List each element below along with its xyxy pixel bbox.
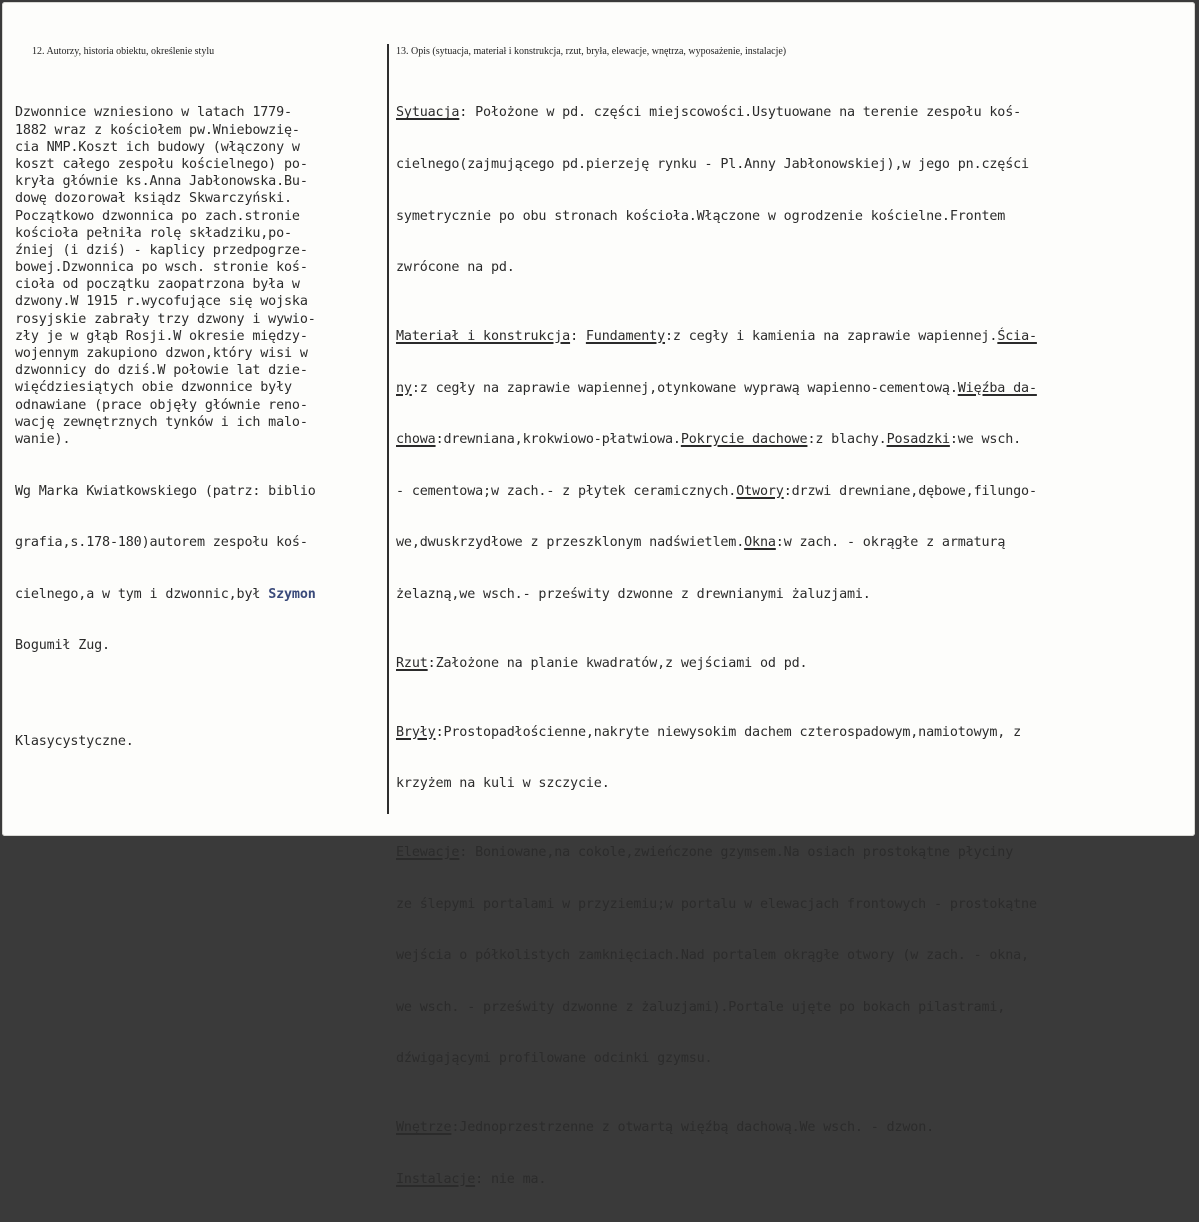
style-text: Klasycystyczne. xyxy=(15,734,134,750)
history-line: cioła od początku zaopatrzona była w xyxy=(15,277,300,293)
material-label: Materiał i konstrukcja xyxy=(396,328,571,344)
history-line: bowej.Dzwonnica po wsch. stronie koś- xyxy=(15,260,308,276)
material-line: chowa:drewniana,krokwiowo-płatwiowa.Pokrycie dachowe:z blachy.Posadzki:we wsch. xyxy=(396,432,1022,448)
rzut-label: Rzut xyxy=(396,655,428,671)
bryly-line: Bryły:Prostopadłościenne,nakryte niewysokim dachem czterospadowym,namiotowym, z xyxy=(396,724,1022,740)
bryly-line: krzyżem na kuli w szczycie. xyxy=(396,776,610,792)
sytuacja-line: zwrócone na pd. xyxy=(396,260,515,276)
elewacje-line: dźwigającymi profilowane odcinki gzymsu. xyxy=(396,1051,713,1067)
history-line: odnawiane (prace objęły głównie reno- xyxy=(15,397,308,413)
elewacje-line: Elewacje: Boniowane,na cokole,zwieńczone gzymsem.Na osiach prostokątne płyciny xyxy=(396,844,1014,860)
material-line: żelazną,we wsch.- prześwity dzwonne z drewnianymi żaluzjami. xyxy=(396,586,871,602)
record-card xyxy=(2,2,1195,1187)
wnetrze-line: Wnętrze:Jednoprzestrzenne z otwartą więźbą dachową.We wsch. - dzwon. xyxy=(396,1120,935,1136)
history-line: rosyjskie zabrały trzy dzwony i wywio- xyxy=(15,311,316,327)
history-line: wanie). xyxy=(15,431,71,447)
okna-label: Okna xyxy=(744,535,776,551)
history-line: źniej (i dziś) - kaplicy przedpogrze- xyxy=(15,242,308,258)
history-column xyxy=(15,70,387,785)
history-line: Początkowo dzwonnica po zach.stronie xyxy=(15,208,300,224)
history-line: koszt całego zespołu kościelnego) po- xyxy=(15,156,308,172)
elewacje-label: Elewacje xyxy=(396,844,460,860)
author-line: Wg Marka Kwiatkowskiego (patrz: biblio xyxy=(15,483,316,499)
material-line: Materiał i konstrukcja: Fundamenty:z cegły i kamienia na zaprawie wapiennej.Ścia- xyxy=(396,328,1037,344)
sytuacja-label: Sytuacja xyxy=(396,105,460,121)
elewacje-line: we wsch. - prześwity dzwonne z żaluzjami).Portale ujęte po bokach pilastrami, xyxy=(396,999,1006,1015)
elewacje-line: wejścia o półkolistych zamknięciach.Nad portalem okrągłe otwory (w zach. - okna, xyxy=(396,948,1029,964)
instalacje-label: Instalacje xyxy=(396,1171,476,1187)
otwory-label: Otwory xyxy=(736,483,784,499)
history-line: Dzwonnice wzniesiono w latach 1779- xyxy=(15,105,292,121)
rzut-line: Rzut:Założone na planie kwadratów,z wejściami od pd. xyxy=(396,655,808,671)
history-line: zły je w głąb Rosji.W okresie między- xyxy=(15,328,308,344)
author-line: grafia,s.178-180)autorem zespołu koś- xyxy=(15,535,308,551)
history-line: dzwonnicy do dziś.W połowie lat dzie- xyxy=(15,363,308,379)
elewacje-line: ze ślepymi portalami w przyziemiu;w portalu w elewacjach frontowych - prostokątne xyxy=(396,896,1037,912)
posadzki-label: Posadzki xyxy=(886,432,950,448)
sytuacja-line: cielnego(zajmującego pd.pierzeję rynku - Pl.Anny Jabłonowskiej),w jego pn.części xyxy=(396,157,1029,172)
wiezba-label: Więźba da- xyxy=(957,380,1037,396)
material-line: we,dwuskrzydłowe z przeszklonym nadświetlem.Okna:w zach. - okrągłe z armaturą xyxy=(396,535,1006,551)
history-line: dzwony.W 1915 r.wycofujące się wojska xyxy=(15,294,308,310)
history-line: kryła głównie ks.Anna Jabłonowska.Bu- xyxy=(15,174,308,190)
author-line: cielnego,a w tym i dzwonnic,był Szymon xyxy=(15,586,316,602)
sytuacja-line: Sytuacja: Położone w pd. części miejscowości.Usytuowane na terenie zespołu koś- xyxy=(396,105,1022,121)
wnetrze-label: Wnętrze xyxy=(396,1120,452,1136)
sciany-label: Ścia- xyxy=(997,328,1037,344)
material-line: - cementowa;w zach.- z płytek ceramicznych.Otwory:drzwi drewniane,dębowe,filungo- xyxy=(396,483,1037,499)
fundamenty-label: Fundamenty xyxy=(585,328,666,344)
sytuacja-line: symetrycznie po obu stronach kościoła.Włączone w ogrodzenie kościelne.Frontem xyxy=(396,208,1006,224)
pokrycie-label: Pokrycie dachowe xyxy=(680,432,808,448)
section-13-heading: 13. Opis (sytuacja, materiał i konstrukcja, rzut, bryła, elewacje, wnętrza, wyposażenie, instalacje) xyxy=(396,46,787,57)
section-12-heading: 12. Autorzy, historia obiektu, określenie stylu xyxy=(32,46,215,57)
column-divider xyxy=(387,44,389,814)
history-line: więćdziesiątych obie dzwonnice były xyxy=(15,380,292,396)
author-name-highlight: Szymon xyxy=(268,586,316,602)
history-line: cia NMP.Koszt ich budowy (włączony w xyxy=(15,139,300,155)
description-column xyxy=(396,70,1191,1222)
bryly-label: Bryły xyxy=(396,724,436,740)
history-line: 1882 wraz z kościołem pw.Wniebowzię- xyxy=(15,122,300,138)
material-line: ny:z cegły na zaprawie wapiennej,otynkowane wyprawą wapienno-cementową.Więźba da- xyxy=(396,380,1037,396)
history-line: kościoła pełniła rolę składziku,po- xyxy=(15,225,292,241)
history-line: dowę dozorował ksiądz Skwarczyński. xyxy=(15,191,292,207)
history-line: wojennym zakupiono dzwon,który wisi w xyxy=(15,346,308,362)
history-line: wację zewnętrznych tynków i ich malo- xyxy=(15,414,308,430)
author-line: Bogumił Zug. xyxy=(15,638,110,654)
history-text xyxy=(15,104,387,448)
instalacje-line: Instalacje: nie ma. xyxy=(396,1171,547,1187)
